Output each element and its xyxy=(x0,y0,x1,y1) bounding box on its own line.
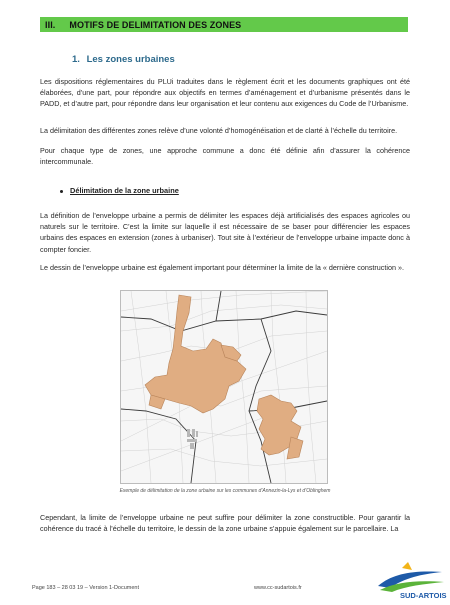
paragraph-approach: Pour chaque type de zones, une approche commune a donc été définie afin d’assurer la cohérence intercommunale. xyxy=(40,146,410,167)
section-banner xyxy=(40,17,408,32)
paragraph-however: Cependant, la limite de l’enveloppe urbaine ne peut suffire pour délimiter la zone constructible. Pour garantir la cohérence du tracé à l’échelle du territoire, le dessin de la zone urbaine s’appuie également sur le parcellaire. La xyxy=(40,513,410,534)
bullet-heading-text: Délimitation de la zone urbaine xyxy=(70,186,179,195)
bullet-heading xyxy=(60,186,179,195)
bullet-dot xyxy=(60,190,63,193)
footer-page-info: Page 183 – 28 03 19 – Version 1-Document xyxy=(32,585,140,591)
map-caption: Exemple de délimitation de la zone urbaine sur les communes d’Annezin-la-Lys et d’Oblinghem xyxy=(119,488,331,494)
logo-text: SUD-ARTOIS xyxy=(400,591,447,600)
sud-artois-logo xyxy=(372,562,450,600)
paragraph-envelope: La définition de l’enveloppe urbaine a permis de délimiter les espaces déjà artificialisés des espaces agricoles ou naturels sur le territoire. C’est la limite sur laquelle il est nécessaire de se baser pour différencier les espaces urbains des espaces en extension (zones à urbaniser). Tout site à l’extérieur de l’enveloppe urbaine impacte donc à compter foncier. xyxy=(40,211,410,254)
urban-zone-map xyxy=(120,290,328,484)
subsection-number: 1. xyxy=(72,54,80,65)
map-drawing xyxy=(121,291,327,483)
subsection-heading xyxy=(72,54,175,65)
paragraph-delimitation: La délimitation des différentes zones relève d’une volonté d’homogénéisation et de clarté à l’échelle du territoire. xyxy=(40,126,398,135)
logo-icon xyxy=(372,562,450,600)
subsection-title: Les zones urbaines xyxy=(86,54,175,65)
paragraph-intro: Les dispositions réglementaires du PLUi traduites dans le règlement écrit et les documents graphiques ont été élaborées, d’une part, pour répondre aux objectifs en termes d’aménagement et d’urbanisme présentés dans le PADD, et d’autre part, pour répondre dans leur organisation et leur contenu aux exigences du Code de l’Urbanisme. xyxy=(40,77,410,109)
footer-url: www.cc-sudartois.fr xyxy=(254,585,302,591)
banner-title: MOTIFS DE DELIMITATION DES ZONES xyxy=(69,19,242,30)
banner-number: III. xyxy=(45,19,56,30)
paragraph-last-construction: Le dessin de l’enveloppe urbaine est également important pour déterminer la limite de la « dernière construction ». xyxy=(40,263,404,272)
